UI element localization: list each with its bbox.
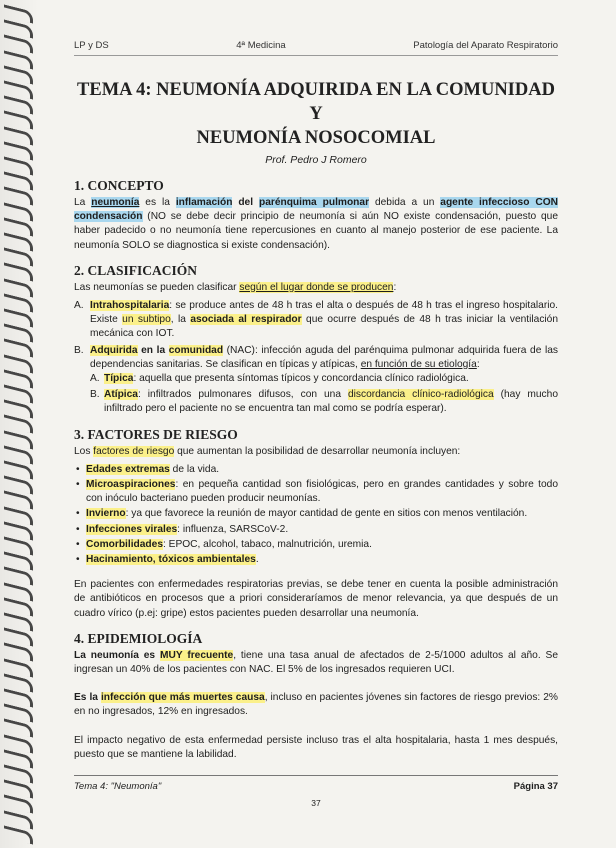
term-parenquima: parénquima pulmonar <box>258 197 370 208</box>
epidemiologia-paragraph-1: La neumonía es MUY frecuente, tiene una tasa anual de afectados de 2-5/1000 adultos al año. Se ingresan un 40% de los pacientes con NAC. El 5% de los ingresados requieren UCI. <box>74 649 558 676</box>
list-item: • Comorbilidades: EPOC, alcohol, tabaco, malnutrición, uremia. <box>74 538 558 552</box>
clasificacion-intro: Las neumonías se pueden clasificar según el lugar donde se producen: <box>74 281 397 293</box>
title-line-1: TEMA 4: NEUMONÍA ADQUIRIDA EN LA COMUNIDAD Y <box>77 80 555 124</box>
header-course: 4ª Medicina <box>236 40 286 51</box>
section-heading-concepto: 1. CONCEPTO <box>74 178 164 193</box>
section-heading-factores: 3. FACTORES DE RIESGO <box>74 426 238 442</box>
term-agente-infeccioso: agente infeccioso CON condensación <box>74 197 558 223</box>
footer-page-label: Página 37 <box>513 781 558 792</box>
term-inflamacion: inflamación <box>175 197 233 208</box>
list-item: • Microaspiraciones: en pequeña cantidad son fisiológicas, pero en grandes cantidades y sobre todo con inóculo bacteriano pueden producir neumonías. <box>74 478 558 506</box>
concepto-paragraph: La neumonía es la inflamación del parénquima pulmonar debida a un agente infeccioso CON condensación (NO se debe decir principio de neumonía si aún NO existe condensación, puesto que haber padecido o no neumonía tiene repercusiones en cuanto al manejo posterior de ese paciente. La neumonía SOLO se diagnostica si existe condensación). <box>74 197 558 251</box>
title-line-2: NEUMONÍA NOSOCOMIAL <box>196 128 436 148</box>
footer-topic: Tema 4: "Neumonía" <box>74 781 162 792</box>
clasificacion-sublist <box>90 372 558 417</box>
term-adquirida: Adquirida <box>90 344 138 356</box>
factores-paragraph: En pacientes con enfermedades respiratorias previas, se debe tener en cuenta la posible administración de antibióticos en procesos que a priori consideraríamos de menor relevancia, ya que después de un cuadro vírico (p.ej: gripe) estos pacientes pueden desarrollar una neumonía. <box>74 579 558 619</box>
clasificacion-list <box>74 299 558 417</box>
document-title <box>74 78 558 150</box>
running-header <box>74 40 558 51</box>
list-item: B. Atípica: infiltrados pulmonares difusos, con una discordancia clínico-radiológica (hay mucho infiltrado pero el paciente no se encuentra tan mal como se podría esperar). <box>90 389 558 415</box>
header-divider <box>74 55 558 56</box>
list-item: • Edades extremas de la vida. <box>74 463 558 477</box>
header-subject: Patología del Aparato Respiratorio <box>413 40 558 51</box>
epidemiologia-paragraph-2: Es la infección que más muertes causa, incluso en pacientes jóvenes sin factores de riesgo previos: 2% en no ingresados, 12% en ingresados. <box>74 692 558 718</box>
running-footer <box>74 775 558 808</box>
risk-factor-list <box>74 463 558 567</box>
term-factores: factores de riesgo <box>93 445 175 457</box>
factores-intro: Los factores de riesgo que aumentan la posibilidad de desarrollar neumonía incluyen: <box>74 445 461 457</box>
term-intrahospitalaria: Intrahospitalaria <box>90 300 170 312</box>
term-tipica: Típica <box>104 373 134 385</box>
document-page <box>74 40 558 766</box>
list-item: A. Intrahospitalaria: se produce antes de 48 h tras el alta o después de 48 h tras el ingreso hospitalario. Existe un subtipo, la asociada al respirador que ocurre después de 48 h tras iniciar la ventilación mecánica con IOT. <box>74 300 559 340</box>
section-heading-epidemiologia: 4. EPIDEMIOLOGÍA <box>74 630 203 646</box>
list-item: • Invierno: ya que favorece la reunión de mayor cantidad de gente en sitios con menos ventilación. <box>74 507 558 521</box>
term-neumonia: neumonía <box>91 197 140 208</box>
section-heading-clasificacion: 2. CLASIFICACIÓN <box>74 262 198 278</box>
list-item: • Infecciones virales: influenza, SARSCoV-2. <box>74 523 558 537</box>
list-item: • Hacinamiento, tóxicos ambientales. <box>74 553 558 567</box>
header-authors: LP y DS <box>74 40 109 51</box>
epidemiologia-paragraph-3: El impacto negativo de esta enfermedad persiste incluso tras el alta hospitalaria, hasta 1 mes después, puesto que se mantiene la labilidad. <box>74 734 558 760</box>
term-comunidad: comunidad <box>168 344 224 356</box>
term-discordancia: discordancia clínico-radiológica <box>347 389 494 401</box>
term-mas-muertes: infección que más muertes causa <box>100 692 265 704</box>
term-etiologia: en función de su etiología <box>360 358 477 370</box>
term-atipica: Atípica <box>104 389 138 401</box>
term-muy-frecuente: MUY frecuente <box>159 649 234 661</box>
spiral-binding <box>0 0 38 848</box>
list-item: A. Típica: aquella que presenta síntomas típicos y concordancia clínico radiológica. <box>90 373 469 385</box>
page-number: 37 <box>311 798 321 808</box>
term-respirador: asociada al respirador <box>190 314 302 326</box>
term-subtipo: un subtipo <box>122 314 171 326</box>
term-lugar: según el lugar donde se producen <box>239 281 394 293</box>
list-item: B. Adquirida en la comunidad (NAC): infección aguda del parénquima pulmonar adquirida fuera de las dependencias sanitarias. Se clasifican en típicas y atípicas, en función de su etiología: A. Típica: aquella que presenta síntomas típicos y concordancia clínico radiológica. B. Atípica: infiltrados pulmonares difusos, con una discordancia clínico-radiológica (hay mucho infiltrado pero el paciente no se encuentra tan mal como se podría esperar). <box>74 344 558 417</box>
footer-divider <box>74 775 558 776</box>
author: Prof. Pedro J Romero <box>265 154 367 166</box>
